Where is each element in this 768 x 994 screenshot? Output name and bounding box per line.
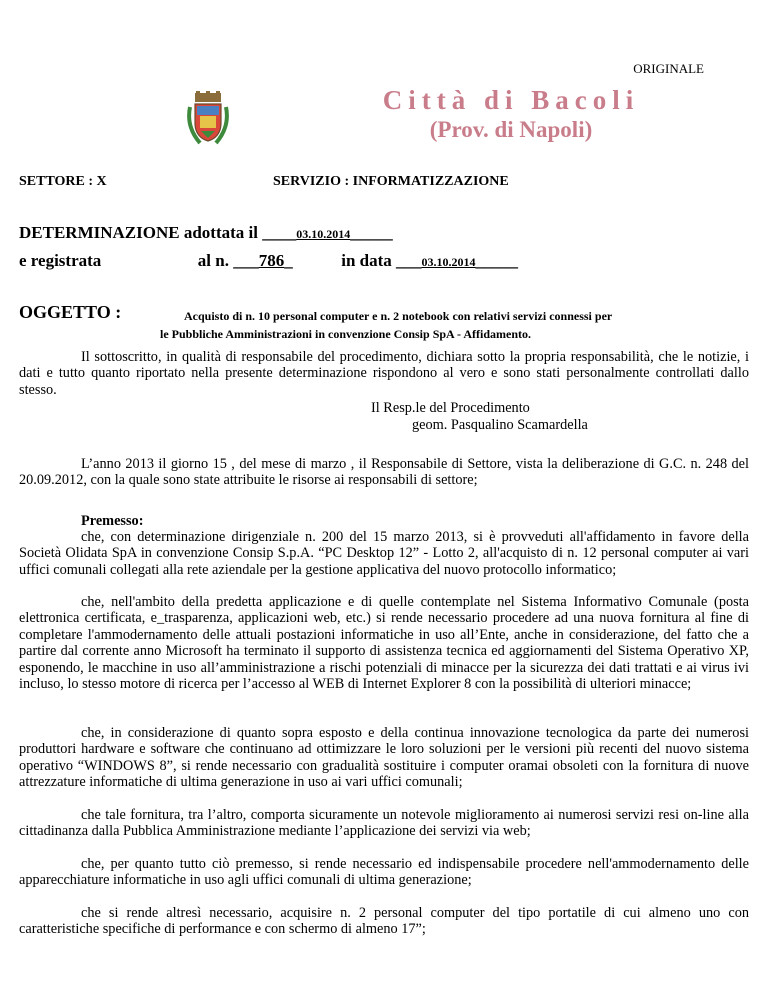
determinazione-line	[19, 223, 393, 243]
premesso-paragraph-6	[19, 905, 749, 938]
premesso-text-3: che, in considerazione di quanto sopra esposto e della continua innovazione tecnologica da parte dei numerosi produttori hardware e software che continuano ad ottimizzare le loro soluzioni per le versioni più recenti del nuovo sistema operativo “WINDOWS 8”, si rende necessario con gradualità sostituire i computer oramai obsoleti con la fornitura di nuove attrezzature informatiche di ultima generazione in uso ai vari uffici comunali;	[19, 725, 749, 791]
servizio-label: SERVIZIO : INFORMATIZZAZIONE	[273, 174, 509, 189]
numero-underline-pre: ___	[233, 251, 259, 270]
adottata-date: 03.10.2014	[296, 227, 351, 241]
province-name: (Prov. di Napoli)	[429, 117, 593, 142]
premesso-text-2: che, nell'ambito della predetta applicazione e di quelle contemplate nel Sistema Informativo Comunale (posta elettronica certificata, e_trasparenza, applicazioni web, etc.) si rende necessario procedere ad una nuova fornitura al fine di completare l'ammodernamento delle attuali postazioni informatiche in uso all’Ente, anche in considerazione, del fatto che a partire dal corrente anno Microsoft ha terminato il supporto di assistenza tecnica ed aggiornamenti del Sistema Operativo XP, esponendo, le macchine in uso all’amministrazione a rischi potenziali di minacce per la sicurezza dei dati trattati e ai virus ivi incluso, lo stesso motore di ricerca per l’accesso al WEB di Internet Explorer 8 con la possibilità di ulteriori minacce;	[19, 594, 749, 693]
in-data-label: in data	[341, 251, 397, 270]
oggetto-label: OGGETTO :	[19, 302, 122, 322]
al-n-label: al n.	[197, 251, 234, 270]
adottata-underline-post: _____	[350, 223, 393, 242]
premesso-paragraph-1	[19, 529, 749, 578]
determinazione-label: DETERMINAZIONE adottata il	[19, 223, 263, 242]
registration-date: 03.10.2014	[421, 255, 476, 269]
data-underline-post: _____	[475, 251, 519, 270]
data-underline-pre: ___	[396, 251, 422, 270]
premesso-paragraph-4	[19, 807, 749, 840]
original-label: ORIGINALE	[633, 61, 704, 76]
oggetto-line-1: Acquisto di n. 10 personal computer e n. 2 notebook con relativi servizi connessi per	[184, 309, 613, 323]
dichiarazione-text: Il sottoscritto, in qualità di responsabile del procedimento, dichiara sotto la propria responsabilità, che le notizie, i dati e tutto quanto riportato nella presente determinazione rispondono al vero e sono stati personalmente controllati dallo stesso.	[19, 349, 749, 398]
intro-text: L’anno 2013 il giorno 15 , del mese di marzo , il Responsabile di Settore, vista la deliberazione di G.C. n. 248 del 20.09.2012, con la quale sono state attribuite le risorse ai responsabili di settore;	[19, 456, 749, 489]
registrazione-line	[19, 251, 518, 271]
registration-number: 786	[258, 251, 285, 270]
oggetto-line-2: le Pubbliche Amministrazioni in convenzione Consip SpA - Affidamento.	[160, 327, 532, 341]
city-title	[380, 84, 642, 144]
premesso-text-1: che, con determinazione dirigenziale n. 200 del 15 marzo 2013, si è provveduti all'affidamento in favore della Società Olidata SpA in convenzione Consip S.p.A. “PC Desktop 12” - Lotto 2, all'acquisto di n. 12 personal computer ai vari uffici comunali collegati alla rete aziendale per la gestione applicativa del nuovo protocollo informatico;	[19, 529, 749, 578]
city-name: Città di Bacoli	[382, 85, 640, 115]
settore-label: SETTORE : X	[19, 174, 107, 189]
premesso-text-6: che si rende altresì necessario, acquisire n. 2 personal computer del tipo portatile di cui almeno uno con caratteristiche specifiche di performance e con schermo di almeno 17”;	[19, 905, 749, 938]
premesso-paragraph-3	[19, 725, 749, 791]
numero-underline-post: _	[284, 251, 293, 270]
coat-of-arms-icon	[186, 91, 230, 147]
premesso-paragraph-5	[19, 856, 749, 889]
registrata-label: e registrata	[19, 251, 102, 270]
signature-name: geom. Pasqualino Scamardella	[412, 417, 588, 433]
intro-paragraph	[19, 456, 749, 489]
premesso-heading: Premesso:	[81, 513, 144, 529]
dichiarazione-paragraph	[19, 349, 749, 398]
premesso-text-5: che, per quanto tutto ciò premesso, si rende necessario ed indispensabile procedere nell'ammodernamento delle apparecchiature informatiche in uso agli uffici comunali di ultima generazione;	[19, 856, 749, 889]
adottata-underline-pre: ____	[262, 223, 297, 242]
signature-title: Il Resp.le del Procedimento	[371, 400, 530, 416]
premesso-paragraph-2	[19, 594, 749, 692]
premesso-text-4: che tale fornitura, tra l’altro, comporta sicuramente un notevole miglioramento ai numerosi servizi resi on-line alla cittadinanza dalla Pubblica Amministrazione mediante l’applicazione dei servizi via web;	[19, 807, 749, 840]
